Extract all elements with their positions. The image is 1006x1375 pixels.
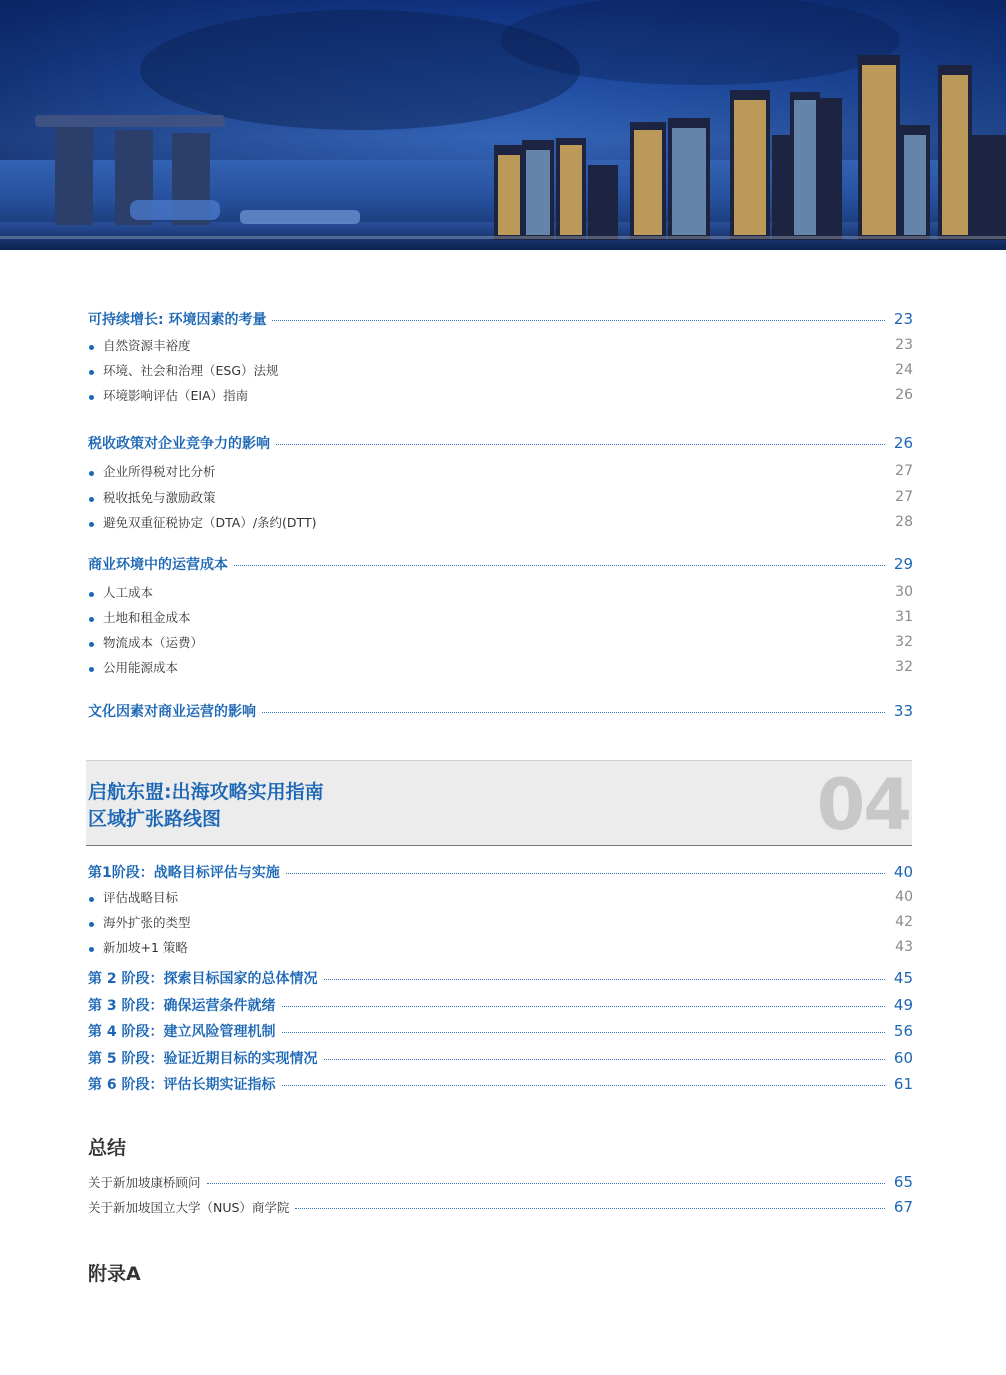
toc-entry-title: 税收政策对企业竞争力的影响 — [88, 436, 270, 452]
toc-entry-title: 商业环境中的运营成本 — [88, 557, 228, 573]
bullet-icon — [89, 897, 94, 902]
dotted-leader — [324, 1059, 886, 1060]
toc-subentry[interactable] — [88, 462, 913, 480]
chapter-title-line2: 区域扩张路线图 — [88, 808, 222, 830]
toc-subentry[interactable] — [88, 913, 913, 931]
toc-entry-page: 29 — [893, 555, 913, 573]
toc-subentry[interactable] — [88, 361, 913, 379]
appendix-heading: 附录A — [88, 1263, 141, 1285]
toc-entry-title: 第 2 阶段：探索目标国家的总体情况 — [88, 971, 318, 987]
toc-entry-title: 第1阶段：战略目标评估与实施 — [88, 865, 280, 881]
chapter-banner — [86, 760, 912, 846]
toc-subentry-page: 32 — [895, 659, 913, 675]
dotted-leader — [286, 873, 885, 874]
toc-subentry-page: 42 — [895, 914, 913, 930]
toc-subentry[interactable] — [88, 938, 913, 956]
toc-entry-title: 第 4 阶段：建立风险管理机制 — [88, 1024, 276, 1040]
bullet-icon — [89, 522, 94, 527]
toc-entry-cultural-factors[interactable] — [88, 701, 913, 721]
dotted-leader — [262, 712, 885, 713]
toc-subentry-title: 自然资源丰裕度 — [103, 338, 191, 353]
toc-subentry[interactable] — [88, 608, 913, 626]
dotted-leader — [272, 320, 885, 321]
toc-entry-page: 56 — [893, 1022, 913, 1040]
toc-subentry-page: 32 — [895, 634, 913, 650]
toc-entry-title: 第 3 阶段：确保运营条件就绪 — [88, 998, 276, 1014]
dotted-leader — [295, 1208, 885, 1209]
toc-entry-title: 可持续增长: 环境因素的考量 — [88, 312, 267, 328]
toc-subentry-title: 新加坡+1 策略 — [103, 940, 188, 955]
toc-entry-page: 26 — [893, 434, 913, 452]
toc-subentry-title: 环境、社会和治理（ESG）法规 — [103, 363, 279, 378]
chapter-title-line1: 启航东盟:出海攻略实用指南 — [88, 781, 324, 803]
toc-entry-page: 40 — [893, 863, 913, 881]
toc-subentry-page: 28 — [895, 514, 913, 530]
toc-subentry-page: 40 — [895, 889, 913, 905]
toc-subentry-title: 评估战略目标 — [103, 890, 179, 905]
bullet-icon — [89, 471, 94, 476]
dotted-leader — [276, 444, 885, 445]
toc-subentry[interactable] — [88, 386, 913, 404]
toc-entry-title: 关于新加坡国立大学（NUS）商学院 — [88, 1200, 290, 1215]
bullet-icon — [89, 497, 94, 502]
toc-entry-page: 60 — [893, 1049, 913, 1067]
toc-subentry-page: 30 — [895, 584, 913, 600]
toc-subentry-page: 43 — [895, 939, 913, 955]
dotted-leader — [324, 979, 886, 980]
toc-entry-about-nus[interactable] — [88, 1198, 913, 1216]
dotted-leader — [282, 1085, 886, 1086]
toc-entry-page: 49 — [893, 996, 913, 1014]
dotted-leader — [282, 1006, 886, 1007]
toc-subentry-title: 公用能源成本 — [103, 660, 179, 675]
dotted-leader — [234, 565, 885, 566]
toc-entry-page: 65 — [893, 1173, 913, 1191]
toc-subentry[interactable] — [88, 513, 913, 531]
toc-subentry-title: 环境影响评估（EIA）指南 — [103, 388, 249, 403]
toc-subentry[interactable] — [88, 336, 913, 354]
toc-entry-stage-5[interactable] — [88, 1048, 913, 1068]
toc-entry-page: 45 — [893, 969, 913, 987]
toc-subentry-title: 海外扩张的类型 — [103, 915, 191, 930]
toc-subentry-page: 24 — [895, 362, 913, 378]
bullet-icon — [89, 642, 94, 647]
chapter-number: 04 — [816, 764, 910, 846]
toc-subentry-title: 税收抵免与激励政策 — [103, 490, 216, 505]
toc-entry-stage-3[interactable] — [88, 995, 913, 1015]
toc-subentry[interactable] — [88, 583, 913, 601]
dotted-leader — [282, 1032, 886, 1033]
bullet-icon — [89, 922, 94, 927]
toc-entry-stage-1[interactable] — [88, 862, 913, 882]
toc-entry-title: 第 5 阶段：验证近期目标的实现情况 — [88, 1051, 318, 1067]
toc-subentry-title: 土地和租金成本 — [103, 610, 191, 625]
toc-entry-title: 第 6 阶段：评估长期实证指标 — [88, 1077, 276, 1093]
toc-subentry[interactable] — [88, 888, 913, 906]
toc-entry-about-consultancy[interactable] — [88, 1173, 913, 1191]
toc-subentry-title: 人工成本 — [103, 585, 154, 600]
bullet-icon — [89, 345, 94, 350]
toc-entry-title: 文化因素对商业运营的影响 — [88, 704, 256, 720]
toc-entry-stage-4[interactable] — [88, 1021, 913, 1041]
bullet-icon — [89, 667, 94, 672]
toc-entry-stage-2[interactable] — [88, 968, 913, 988]
bullet-icon — [89, 592, 94, 597]
bullet-icon — [89, 617, 94, 622]
toc-entry-operating-costs[interactable] — [88, 554, 913, 574]
toc-subentry-title: 避免双重征税协定（DTA）/条约(DTT) — [103, 515, 317, 530]
toc-entry-title: 关于新加坡康桥顾问 — [88, 1175, 201, 1190]
bullet-icon — [89, 947, 94, 952]
summary-heading: 总结 — [88, 1137, 127, 1159]
toc-subentry[interactable] — [88, 633, 913, 651]
dotted-leader — [207, 1183, 885, 1184]
toc-entry-page: 33 — [893, 702, 913, 720]
toc-entry-stage-6[interactable] — [88, 1074, 913, 1094]
toc-subentry[interactable] — [88, 488, 913, 506]
toc-subentry[interactable] — [88, 658, 913, 676]
toc-subentry-title: 物流成本（运费） — [103, 635, 204, 650]
toc-entry-page: 23 — [893, 310, 913, 328]
toc-entry-page: 67 — [893, 1198, 913, 1216]
toc-entry-tax-policy[interactable] — [88, 433, 913, 453]
toc-subentry-title: 企业所得税对比分析 — [103, 464, 216, 479]
toc-subentry-page: 27 — [895, 489, 913, 505]
toc-subentry-page: 31 — [895, 609, 913, 625]
toc-entry-sustainable-growth[interactable] — [88, 309, 913, 329]
toc-entry-page: 61 — [893, 1075, 913, 1093]
toc-subentry-page: 26 — [895, 387, 913, 403]
bullet-icon — [89, 370, 94, 375]
bullet-icon — [89, 395, 94, 400]
toc-subentry-page: 23 — [895, 337, 913, 353]
toc-subentry-page: 27 — [895, 463, 913, 479]
